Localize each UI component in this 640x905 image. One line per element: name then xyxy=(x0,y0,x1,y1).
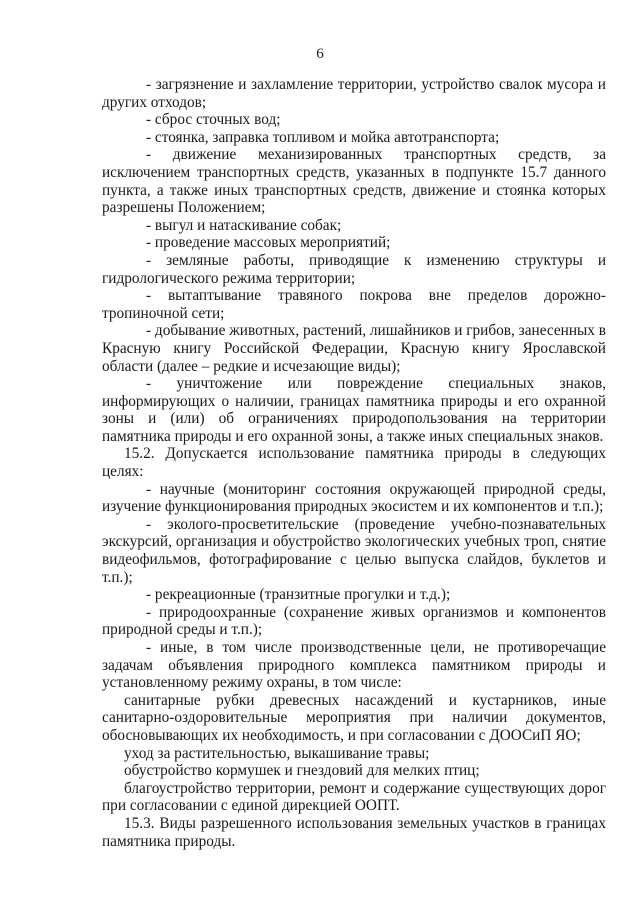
page-number: 6 xyxy=(316,46,324,62)
paragraph: - рекреационные (транзитные прогулки и т.д.); xyxy=(146,586,451,604)
paragraph: уход за растительностью, выкашивание травы; xyxy=(124,744,430,762)
paragraph: - иные, в том числе производственные цели, не противоречащие задачам объявления природного комплекса памятником природы и установленному режиму охраны, в том числе: xyxy=(102,639,606,692)
paragraph: - уничтожение или повреждение специальных знаков, информирующих о наличии, границах памятника природы и его охранной зоны и (или) об ограничениях природопользования на территории памятника природы и его охранной зоны, а также иных специальных знаков. xyxy=(102,375,606,445)
paragraph: - добывание животных, растений, лишайников и грибов, занесенных в Красную книгу Российской Федерации, Красную книгу Ярославской области (далее – редкие и исчезающие виды); xyxy=(102,322,606,375)
paragraph: - сброс сточных вод; xyxy=(146,111,281,129)
paragraph: - научные (мониторинг состояния окружающей природной среды, изучение функционирования природных экосистем и их компонентов и т.п.); xyxy=(102,480,606,516)
paragraph: 15.3. Виды разрешенного использования земельных участков в границах памятника природы. xyxy=(102,814,606,850)
paragraph: - выгул и натаскивание собак; xyxy=(146,216,342,234)
paragraph: - загрязнение и захламление территории, устройство свалок мусора и других отходов; xyxy=(102,76,606,111)
paragraph: - эколого-просветительские (проведение учебно-познавательных экскурсий, организация и обустройство экологических учебных троп, снятие видеофильмов, фотографирование с целью выпуска слайдов, буклетов и т.п.); xyxy=(102,515,606,586)
paragraph: - движение механизированных транспортных средств, за исключением транспортных средств, указанных в подпункте 15.7 данного пункта, а также иных транспортных средств, движение и стоянка которых разрешены Положением; xyxy=(102,146,606,217)
paragraph: 15.2. Допускается использование памятника природы в следующих целях: xyxy=(102,445,606,481)
paragraph: обустройство кормушек и гнездовий для мелких птиц; xyxy=(124,762,480,780)
paragraph: - стоянка, заправка топливом и мойка автотранспорта; xyxy=(146,128,500,146)
document-body xyxy=(102,76,606,850)
paragraph: санитарные рубки древесных насаждений и кустарников, иные санитарно-оздоровительные мероприятия при наличии документов, обосновывающих их необходимость, и при согласовании с ДООСиП ЯО; xyxy=(102,691,606,744)
paragraph: - природоохранные (сохранение живых организмов и компонентов природной среды и т.п.); xyxy=(102,603,606,639)
paragraph: - вытаптывание травяного покрова вне пределов дорожно-тропиночной сети; xyxy=(102,287,606,322)
paragraph: - проведение массовых мероприятий; xyxy=(146,234,391,252)
paragraph: благоустройство территории, ремонт и содержание существующих дорог при согласовании с единой дирекцией ООПТ. xyxy=(102,779,606,815)
paragraph: - земляные работы, приводящие к изменению структуры и гидрологического режима территории; xyxy=(102,251,606,287)
